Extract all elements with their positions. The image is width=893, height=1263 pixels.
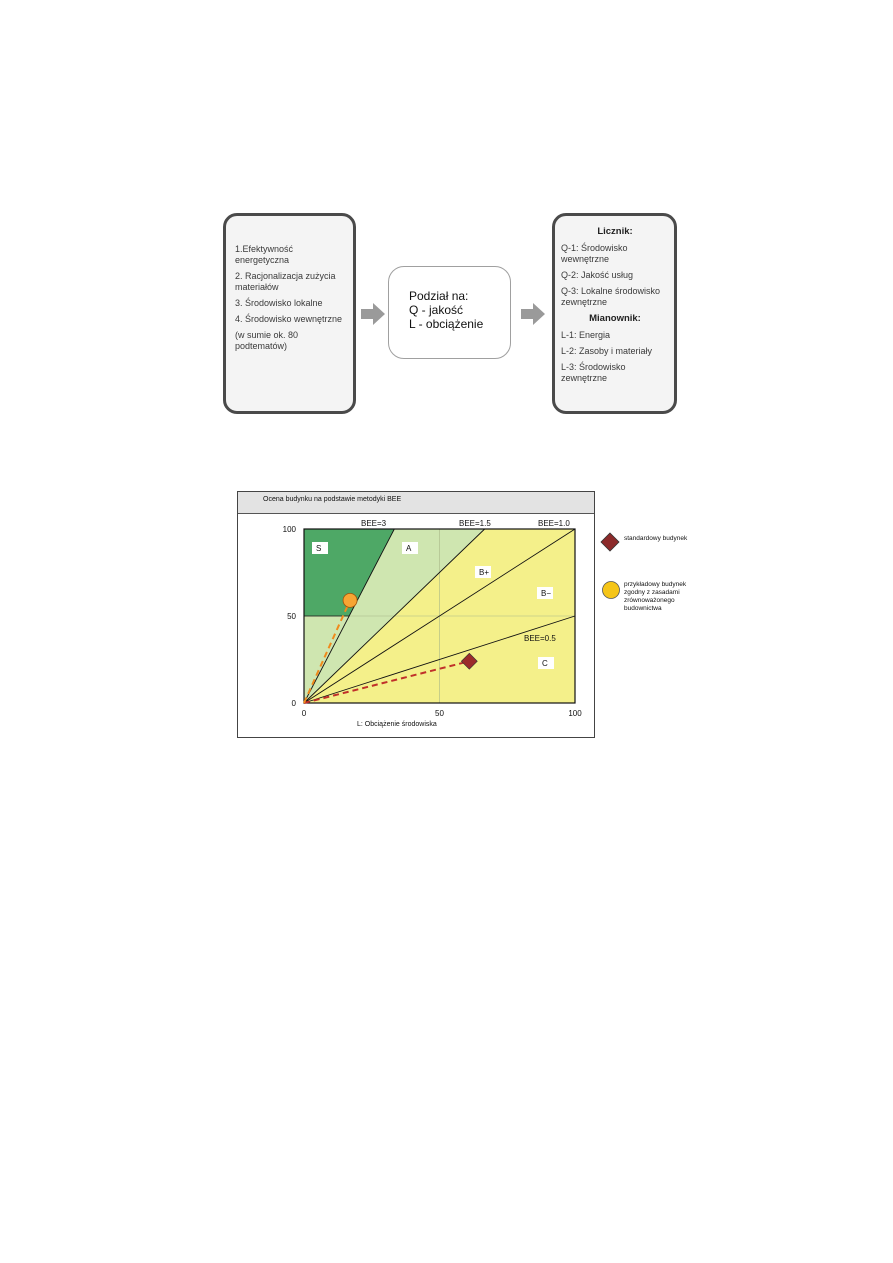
criteria-item: 2. Racjonalizacja zużycia materiałów bbox=[235, 271, 336, 292]
numerator-item: Q-3: Lokalne środowisko zewnętrzne bbox=[561, 286, 661, 307]
y-tick-label: 0 bbox=[291, 699, 296, 708]
chart-plot bbox=[238, 513, 594, 737]
chart-title: Ocena budynku na podstawie metodyki BEE bbox=[263, 496, 402, 503]
x-axis-label: L: Obciążenie środowiska bbox=[357, 721, 437, 728]
legend-item bbox=[600, 532, 620, 557]
flow-diagram bbox=[219, 211, 681, 417]
region-label: B+ bbox=[479, 568, 490, 577]
bee-boundary-label: BEE=1.0 bbox=[538, 519, 570, 528]
diamond-icon bbox=[600, 532, 620, 552]
x-tick-label: 50 bbox=[435, 709, 444, 718]
split-quality: Q - jakość bbox=[409, 303, 464, 317]
legend-label: przykładowy budynek zgodny z zasadami zrównoważonego budownictwa bbox=[624, 581, 687, 612]
bee-boundary-label: BEE=3 bbox=[361, 519, 387, 528]
criteria-box bbox=[223, 213, 356, 414]
right-arrow-icon bbox=[521, 303, 545, 325]
sustainable-building-point bbox=[343, 593, 357, 607]
split-box bbox=[388, 266, 511, 359]
numerator-item: Q-2: Jakość usług bbox=[561, 270, 634, 280]
chart-title-bar bbox=[238, 492, 594, 514]
region-label: S bbox=[316, 544, 322, 553]
criteria-note: (w sumie ok. 80 podtematów) bbox=[235, 330, 299, 351]
denominator-item: L-2: Zasoby i materiały bbox=[561, 346, 653, 356]
x-tick-label: 0 bbox=[301, 709, 307, 718]
bee-chart bbox=[237, 491, 595, 738]
region-label: B− bbox=[541, 589, 552, 598]
denominator-item: L-3: Środowisko zewnętrzne bbox=[561, 362, 626, 383]
bee-boundary-label: BEE=0.5 bbox=[524, 634, 556, 643]
denominator-heading: Mianownik: bbox=[589, 313, 641, 324]
denominator-item: L-1: Energia bbox=[561, 330, 611, 340]
criteria-item: 4. Środowisko wewnętrzne bbox=[235, 314, 343, 324]
x-tick-label: 100 bbox=[568, 709, 582, 718]
circle-icon bbox=[601, 580, 621, 600]
split-load: L - obciążenie bbox=[409, 317, 484, 331]
result-box bbox=[552, 213, 677, 414]
region-label: A bbox=[406, 544, 412, 553]
region-label: C bbox=[542, 659, 548, 668]
y-tick-label: 50 bbox=[287, 612, 296, 621]
numerator-heading: Licznik: bbox=[597, 226, 633, 237]
y-tick-label: 100 bbox=[282, 525, 296, 534]
right-arrow-icon bbox=[361, 303, 385, 325]
criteria-item: 1.Efektywność energetyczna bbox=[235, 244, 294, 265]
legend-label: standardowy budynek bbox=[624, 535, 688, 542]
bee-boundary-label: BEE=1.5 bbox=[459, 519, 491, 528]
legend-item bbox=[601, 580, 621, 605]
split-heading: Podział na: bbox=[409, 289, 469, 303]
numerator-item: Q-1: Środowisko wewnętrzne bbox=[561, 243, 628, 264]
criteria-item: 3. Środowisko lokalne bbox=[235, 298, 323, 308]
